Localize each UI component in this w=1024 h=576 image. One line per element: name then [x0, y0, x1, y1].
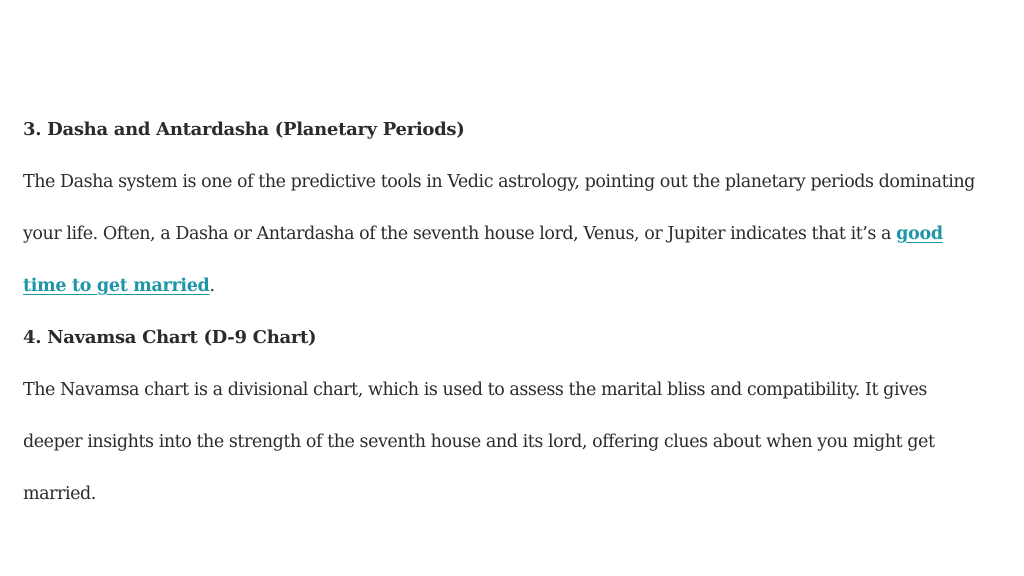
section-heading-navamsa: 4. Navamsa Chart (D-9 Chart): [23, 327, 317, 348]
article-content: [23, 104, 1018, 520]
navamsa-paragraph-line-1: The Navamsa chart is a divisional chart, which is used to assess the marital bliss and compatibility. It gives: [23, 380, 927, 400]
dasha-paragraph-line-2-text: your life. Often, a Dasha or Antardasha of the seventh house lord, Venus, or Jupiter indicates that it’s a: [23, 224, 897, 244]
navamsa-paragraph-line-3: married.: [23, 484, 96, 504]
good-time-to-get-married-link-part-1[interactable]: good: [896, 224, 943, 244]
dasha-paragraph-line-1: The Dasha system is one of the predictive tools in Vedic astrology, pointing out the planetary periods dominating: [23, 172, 975, 192]
dasha-paragraph-line-2: [23, 208, 1018, 260]
navamsa-paragraph-line-2: deeper insights into the strength of the seventh house and its lord, offering clues about when you might get: [23, 432, 935, 452]
good-time-to-get-married-link-part-2[interactable]: time to get married: [23, 276, 210, 296]
section-heading-dasha: 3. Dasha and Antardasha (Planetary Periods): [23, 119, 465, 140]
dasha-paragraph-line-3-tail: .: [209, 276, 215, 296]
dasha-paragraph-line-3: [23, 260, 1018, 312]
